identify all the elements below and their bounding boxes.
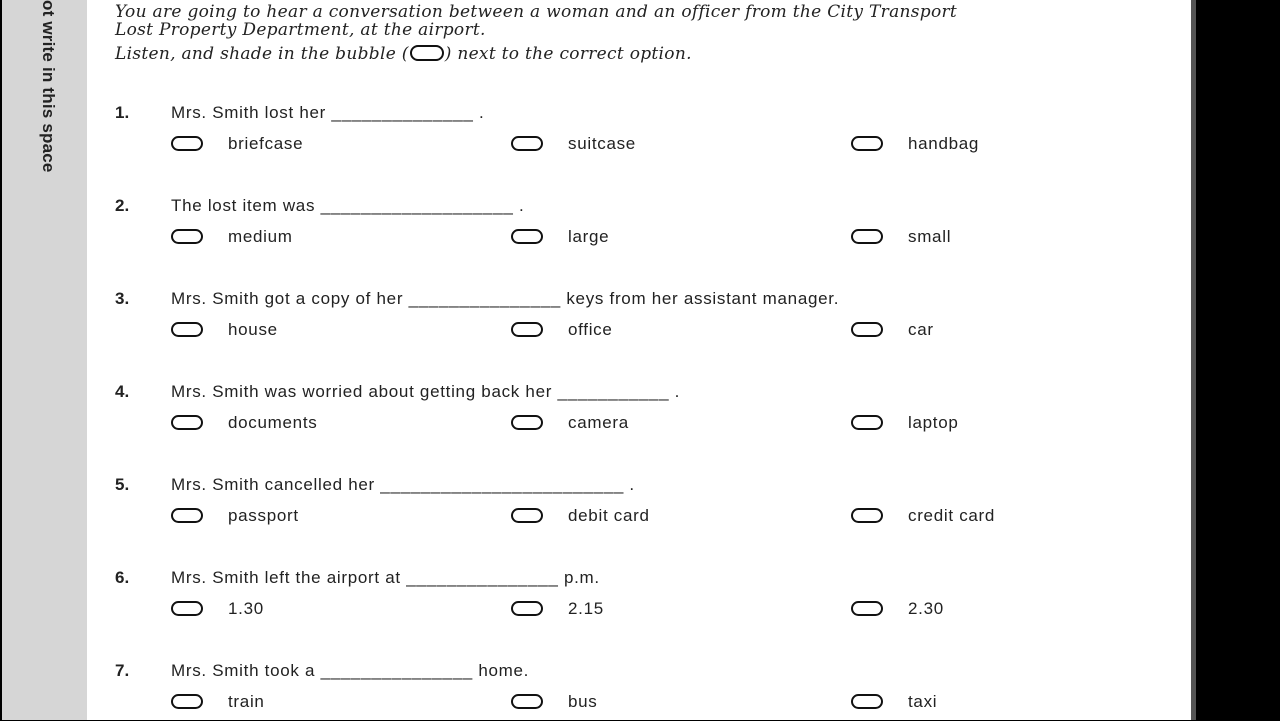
margin-note: ot write in this space [39,0,58,173]
question-text: Mrs. Smith lost her ______________ . [171,103,485,122]
bubble-icon[interactable] [851,415,883,430]
instruction-line-3-start: Listen, and shade in the bubble ( [115,44,409,64]
option-label: suitcase [568,134,636,153]
instruction-line-2: Lost Property Department, at the airport. [115,20,486,40]
bubble-icon[interactable] [851,322,883,337]
option-label: medium [228,227,293,246]
question-number: 7. [115,661,130,680]
option-label: office [568,320,613,339]
option-label: handbag [908,134,980,153]
instruction-line-3-end: ) next to the correct option. [444,44,692,64]
question-7 [87,661,1191,721]
question-5 [87,475,1191,535]
instruction-line-3 [115,44,692,64]
question-text: Mrs. Smith got a copy of her _______________ keys from her assistant manager. [171,289,840,308]
question-number: 2. [115,196,130,215]
bubble-icon[interactable] [171,322,203,337]
option-label: 1.30 [228,599,264,618]
bubble-icon[interactable] [171,415,203,430]
option-label: taxi [908,692,938,711]
question-4 [87,382,1191,442]
option-label: house [228,320,278,339]
right-edge-bar [1191,0,1196,720]
question-text: The lost item was ___________________ . [171,196,525,215]
question-text: Mrs. Smith cancelled her ________________________ . [171,475,635,494]
option-label: large [568,227,610,246]
bubble-icon[interactable] [851,229,883,244]
bubble-icon[interactable] [851,601,883,616]
bubble-icon[interactable] [511,415,543,430]
bubble-icon[interactable] [511,229,543,244]
bubble-icon[interactable] [851,694,883,709]
bubble-icon[interactable] [171,508,203,523]
question-number: 3. [115,289,130,308]
option-label: 2.15 [568,599,604,618]
margin-strip [2,0,87,720]
option-label: briefcase [228,134,304,153]
bubble-sample-icon [410,45,444,61]
bubble-icon[interactable] [171,136,203,151]
bubble-icon[interactable] [511,508,543,523]
instruction-line-1: You are going to hear a conversation between a woman and an officer from the City Transport [115,2,958,22]
bubble-icon[interactable] [851,508,883,523]
question-6 [87,568,1191,628]
option-label: small [908,227,952,246]
bubble-icon[interactable] [171,229,203,244]
option-label: debit card [568,506,650,525]
option-label: bus [568,692,598,711]
bubble-icon[interactable] [171,694,203,709]
question-number: 5. [115,475,130,494]
option-label: 2.30 [908,599,944,618]
question-number: 4. [115,382,130,401]
option-label: train [228,692,265,711]
question-2 [87,196,1191,256]
option-label: documents [228,413,318,432]
question-number: 6. [115,568,130,587]
option-label: passport [228,506,299,525]
question-text: Mrs. Smith took a _______________ home. [171,661,530,680]
bubble-icon[interactable] [511,694,543,709]
question-3 [87,289,1191,349]
question-text: Mrs. Smith was worried about getting back her ___________ . [171,382,681,401]
option-label: credit card [908,506,996,525]
option-label: laptop [908,413,959,432]
worksheet-page [87,0,1191,720]
bubble-icon[interactable] [511,136,543,151]
bubble-icon[interactable] [511,601,543,616]
option-label: camera [568,413,629,432]
bubble-icon[interactable] [851,136,883,151]
question-number: 1. [115,103,130,122]
question-text: Mrs. Smith left the airport at _______________ p.m. [171,568,600,587]
bubble-icon[interactable] [511,322,543,337]
option-label: car [908,320,934,339]
question-1 [87,103,1191,163]
bubble-icon[interactable] [171,601,203,616]
